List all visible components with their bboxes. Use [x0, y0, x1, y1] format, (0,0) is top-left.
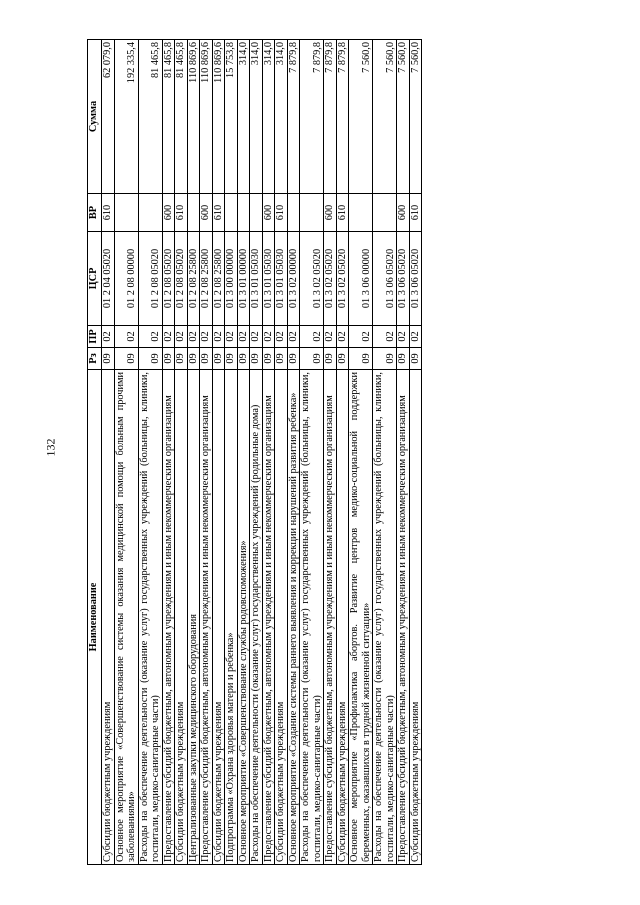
header-name: Наименование: [88, 370, 102, 865]
table-cell-sum: 314,0: [237, 40, 250, 194]
table-cell-rz: 09: [324, 348, 337, 370]
table-header-row: [88, 40, 102, 865]
table-cell-vr: [349, 194, 373, 232]
table-cell-pr: 02: [262, 326, 275, 348]
table-cell-csr: 01 3 06 05020: [409, 232, 422, 326]
table-cell-pr: 02: [373, 326, 397, 348]
table-cell-csr: 01 3 02 05020: [300, 232, 324, 326]
table-cell-vr: [373, 194, 397, 232]
table-cell-name: Субсидии бюджетным учреждениям: [175, 370, 188, 865]
table-cell-rz: 09: [300, 348, 324, 370]
table-cell-vr: [138, 194, 162, 232]
table-cell-csr: 01 3 01 05030: [250, 232, 263, 326]
table-cell-rz: 09: [162, 348, 175, 370]
table-cell-pr: 02: [287, 326, 300, 348]
header-rz: Рз: [88, 348, 102, 370]
table-cell-csr: 01 2 08 05020: [175, 232, 188, 326]
table-cell-name: Расходы на обеспечение деятельности (оказание услуг) государственных учреждений (больницы, клиники, госпитали, медико-санитарные части): [300, 370, 324, 865]
table-cell-sum: 314,0: [250, 40, 263, 194]
table-cell-pr: 02: [349, 326, 373, 348]
table-cell-pr: 02: [102, 326, 115, 348]
table-cell-rz: 09: [287, 348, 300, 370]
table-cell-pr: 02: [250, 326, 263, 348]
table-cell-vr: [287, 194, 300, 232]
table-cell-vr: [114, 194, 138, 232]
table-cell-sum: 15 753,8: [225, 40, 238, 194]
table-row: [324, 40, 337, 865]
table-row: [200, 40, 213, 865]
table-row: [349, 40, 373, 865]
table-cell-name: Основное мероприятие «Совершенствование службы родовспоможения»: [237, 370, 250, 865]
table-cell-vr: 610: [336, 194, 349, 232]
table-cell-name: Предоставление субсидий бюджетным, автономным учреждениям и иным некоммерческим организациям: [397, 370, 410, 865]
table-cell-pr: 02: [162, 326, 175, 348]
rotated-table-container: [87, 40, 592, 865]
table-cell-rz: 09: [275, 348, 288, 370]
table-cell-pr: 02: [175, 326, 188, 348]
table-cell-csr: 01 3 00 00000: [225, 232, 238, 326]
table-cell-sum: 81 465,8: [175, 40, 188, 194]
table-cell-pr: 02: [397, 326, 410, 348]
table-body: [102, 40, 422, 865]
table-cell-sum: 62 079,0: [102, 40, 115, 194]
table-cell-csr: 01 3 06 05020: [373, 232, 397, 326]
table-cell-name: Субсидии бюджетным учреждениям: [212, 370, 225, 865]
table-cell-name: Централизованные закупки медицинского оборудования: [187, 370, 200, 865]
header-csr: ЦСР: [88, 232, 102, 326]
table-cell-vr: 600: [262, 194, 275, 232]
table-row: [287, 40, 300, 865]
table-cell-sum: 7 560,0: [349, 40, 373, 194]
table-cell-name: Субсидии бюджетным учреждениям: [102, 370, 115, 865]
table-row: [275, 40, 288, 865]
table-cell-pr: 02: [225, 326, 238, 348]
table-cell-pr: 02: [336, 326, 349, 348]
table-cell-rz: 09: [200, 348, 213, 370]
table-cell-rz: 09: [225, 348, 238, 370]
table-row: [138, 40, 162, 865]
table-cell-vr: 600: [324, 194, 337, 232]
table-cell-sum: 192 335,4: [114, 40, 138, 194]
table-cell-rz: 09: [250, 348, 263, 370]
table-cell-csr: 01 2 08 25800: [212, 232, 225, 326]
table-cell-sum: 110 869,6: [200, 40, 213, 194]
table-cell-csr: 01 3 01 05030: [275, 232, 288, 326]
table-cell-csr: 01 3 02 05020: [324, 232, 337, 326]
table-cell-pr: 02: [324, 326, 337, 348]
table-cell-sum: 314,0: [275, 40, 288, 194]
table-cell-vr: [250, 194, 263, 232]
table-cell-vr: 610: [275, 194, 288, 232]
table-cell-name: Субсидии бюджетным учреждениям: [409, 370, 422, 865]
table-cell-csr: 01 2 08 25800: [187, 232, 200, 326]
table-cell-rz: 09: [114, 348, 138, 370]
table-cell-vr: 610: [212, 194, 225, 232]
table-cell-sum: 110 869,6: [212, 40, 225, 194]
table-cell-vr: 600: [200, 194, 213, 232]
table-cell-vr: [187, 194, 200, 232]
table-cell-csr: 01 3 06 05020: [397, 232, 410, 326]
table-cell-name: Субсидии бюджетным учреждениям: [336, 370, 349, 865]
table-cell-rz: 09: [175, 348, 188, 370]
table-row: [373, 40, 397, 865]
table-cell-rz: 09: [212, 348, 225, 370]
table-cell-pr: 02: [200, 326, 213, 348]
table-cell-name: Подпрограмма «Охрана здоровья матери и ребенка»: [225, 370, 238, 865]
table-cell-rz: 09: [237, 348, 250, 370]
table-cell-sum: 7 879,8: [336, 40, 349, 194]
table-cell-pr: 02: [114, 326, 138, 348]
table-cell-sum: 7 560,0: [409, 40, 422, 194]
table-cell-csr: 01 2 08 25800: [200, 232, 213, 326]
table-cell-rz: 09: [409, 348, 422, 370]
table-cell-rz: 09: [187, 348, 200, 370]
table-cell-name: Предоставление субсидий бюджетным, автономным учреждениям и иным некоммерческим организациям: [262, 370, 275, 865]
table-cell-rz: 09: [373, 348, 397, 370]
table-cell-csr: 01 2 08 05020: [162, 232, 175, 326]
table-cell-pr: 02: [138, 326, 162, 348]
header-sum: Сумма: [88, 40, 102, 194]
table-row: [175, 40, 188, 865]
table-cell-csr: 01 3 01 00000: [237, 232, 250, 326]
table-cell-name: Основное мероприятие «Совершенствование системы оказания медицинской помощи больным прочими заболеваниями»: [114, 370, 138, 865]
table-cell-pr: 02: [212, 326, 225, 348]
table-cell-name: Расходы на обеспечение деятельности (оказание услуг) государственных учреждений (больницы, клиники, госпитали, медико-санитарные части): [138, 370, 162, 865]
table-cell-csr: 01 3 02 05020: [336, 232, 349, 326]
table-cell-rz: 09: [262, 348, 275, 370]
table-cell-name: Предоставление субсидий бюджетным, автономным учреждениям и иным некоммерческим организациям: [324, 370, 337, 865]
table-cell-csr: 01 2 08 00000: [114, 232, 138, 326]
table-cell-sum: 81 465,8: [162, 40, 175, 194]
table-row: [102, 40, 115, 865]
table-row: [237, 40, 250, 865]
budget-table: [87, 39, 422, 865]
table-cell-sum: 7 560,0: [397, 40, 410, 194]
table-cell-csr: 01 3 06 00000: [349, 232, 373, 326]
table-cell-rz: 09: [397, 348, 410, 370]
table-cell-vr: [237, 194, 250, 232]
table-cell-rz: 09: [138, 348, 162, 370]
table-cell-pr: 02: [275, 326, 288, 348]
table-row: [409, 40, 422, 865]
table-cell-sum: 314,0: [262, 40, 275, 194]
table-cell-csr: 01 2 04 05020: [102, 232, 115, 326]
table-row: [300, 40, 324, 865]
header-pr: ПР: [88, 326, 102, 348]
table-row: [162, 40, 175, 865]
table-cell-sum: 7 879,8: [300, 40, 324, 194]
table-cell-pr: 02: [300, 326, 324, 348]
table-row: [336, 40, 349, 865]
table-cell-pr: 02: [237, 326, 250, 348]
table-cell-sum: 81 465,8: [138, 40, 162, 194]
table-cell-name: Расходы на обеспечение деятельности (оказание услуг) государственных учреждений (родильные дома): [250, 370, 263, 865]
table-cell-vr: 610: [102, 194, 115, 232]
table-cell-vr: 600: [397, 194, 410, 232]
table-cell-name: Предоставление субсидий бюджетным, автономным учреждениям и иным некоммерческим организациям: [200, 370, 213, 865]
header-vr: ВР: [88, 194, 102, 232]
table-cell-vr: 600: [162, 194, 175, 232]
table-cell-pr: 02: [409, 326, 422, 348]
table-cell-name: Основное мероприятие «Профилактика абортов. Развитие центров медико-социальной поддержки беременных, оказавшихся в трудной жизненной ситуации»: [349, 370, 373, 865]
table-cell-name: Основное мероприятие «Создание системы раннего выявления и коррекции нарушений развития ребенка»: [287, 370, 300, 865]
table-cell-sum: 7 879,8: [324, 40, 337, 194]
table-cell-rz: 09: [349, 348, 373, 370]
table-row: [262, 40, 275, 865]
table-cell-csr: 01 3 01 05030: [262, 232, 275, 326]
table-cell-vr: [225, 194, 238, 232]
table-cell-vr: [300, 194, 324, 232]
table-row: [187, 40, 200, 865]
table-row: [397, 40, 410, 865]
table-row: [114, 40, 138, 865]
table-row: [250, 40, 263, 865]
table-cell-rz: 09: [102, 348, 115, 370]
table-row: [225, 40, 238, 865]
table-cell-name: Предоставление субсидий бюджетным, автономным учреждениям и иным некоммерческим организациям: [162, 370, 175, 865]
table-cell-csr: 01 3 02 00000: [287, 232, 300, 326]
table-cell-vr: 610: [409, 194, 422, 232]
page-number: 132: [43, 438, 58, 457]
table-cell-pr: 02: [187, 326, 200, 348]
table-cell-vr: 610: [175, 194, 188, 232]
table-cell-name: Субсидии бюджетным учреждениям: [275, 370, 288, 865]
table-cell-csr: 01 2 08 05020: [138, 232, 162, 326]
table-cell-sum: 7 879,8: [287, 40, 300, 194]
table-row: [212, 40, 225, 865]
table-cell-sum: 110 869,6: [187, 40, 200, 194]
table-cell-rz: 09: [336, 348, 349, 370]
table-cell-name: Расходы на обеспечение деятельности (оказание услуг) государственных учреждений (больницы, клиники, госпитали, медико-санитарные части): [373, 370, 397, 865]
table-cell-sum: 7 560,0: [373, 40, 397, 194]
